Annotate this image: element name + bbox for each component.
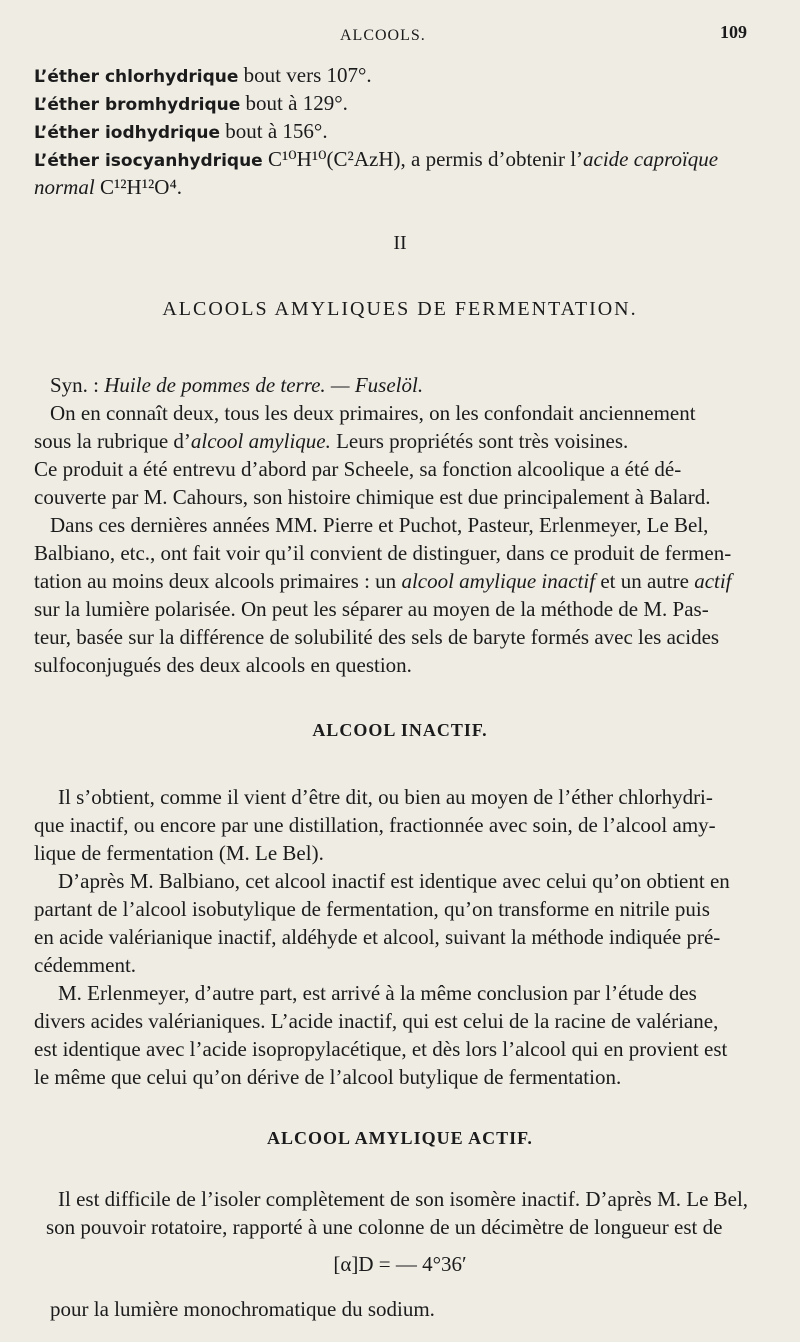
inactif-line-7: cédemment. [34, 953, 137, 977]
heading-alcool-amylique-actif: ALCOOL AMYLIQUE ACTIF. [267, 1128, 533, 1148]
intro-line-6: Balbiano, etc., ont fait voir qu’il convient de distinguer, dans ce produit de fermen- [34, 541, 732, 565]
inactif-line-8: M. Erlenmeyer, d’autre part, est arrivé à la même conclusion par l’étude des [58, 981, 697, 1005]
ether-line-2: L’éther bromhydrique bout à 129°. [34, 91, 348, 115]
intro-line-7: tation au moins deux alcools primaires : un alcool amylique inactif et un autre actif [34, 569, 732, 593]
intro-line-5: Dans ces dernières années MM. Pierre et Puchot, Pasteur, Erlenmeyer, Le Bel, [50, 513, 709, 537]
final-line: pour la lumière monochromatique du sodium. [50, 1297, 435, 1321]
running-title: ALCOOLS. [340, 27, 426, 44]
inactif-line-11: le même que celui qu’on dérive de l’alcool butylique de fermentation. [34, 1065, 622, 1089]
ether-line-4: L’éther isocyanhydrique C¹⁰H¹⁰(C²AzH), a permis d’obtenir l’acide caproïque [34, 147, 719, 171]
inactif-line-2: que inactif, ou encore par une distillation, fractionnée avec soin, de l’alcool amy- [34, 813, 716, 837]
inactif-line-10: est identique avec l’acide isopropylacétique, et dès lors l’alcool qui en provient est [34, 1037, 728, 1061]
heading-alcool-inactif: ALCOOL INACTIF. [312, 720, 488, 740]
actif-line-2: son pouvoir rotatoire, rapporté à une colonne de un décimètre de longueur est de [46, 1215, 723, 1239]
ether-line-1: L’éther chlorhydrique bout vers 107°. [34, 63, 372, 87]
ether-line-5: normal C¹²H¹²O⁴. [34, 175, 183, 199]
page-number: 109 [720, 22, 747, 42]
intro-line-8: sur la lumière polarisée. On peut les séparer au moyen de la méthode de M. Pas- [34, 597, 709, 621]
intro-line-10: sulfoconjugués des deux alcools en question. [34, 653, 412, 677]
synonym-line: Syn. : Huile de pommes de terre. — Fuselöl. [50, 373, 424, 397]
ether-line-3: L’éther iodhydrique bout à 156°. [34, 119, 328, 143]
intro-line-2: sous la rubrique d’alcool amylique. Leurs propriétés sont très voisines. [34, 429, 629, 453]
inactif-line-6: en acide valérianique inactif, aldéhyde et alcool, suivant la méthode indiquée pré- [34, 925, 721, 949]
intro-line-3: Ce produit a été entrevu d’abord par Scheele, sa fonction alcoolique a été dé- [34, 457, 682, 481]
intro-line-9: teur, basée sur la différence de solubilité des sels de baryte formés avec les acides [34, 625, 720, 649]
section-title: ALCOOLS AMYLIQUES DE FERMENTATION. [162, 298, 638, 320]
actif-line-1: Il est difficile de l’isoler complètement de son isomère inactif. D’après M. Le Bel, [58, 1187, 749, 1211]
intro-line-4: couverte par M. Cahours, son histoire chimique est due principalement à Balard. [34, 485, 711, 509]
inactif-line-9: divers acides valérianiques. L’acide inactif, qui est celui de la racine de valériane, [34, 1009, 719, 1033]
rotation-formula: [α]D = — 4°36′ [333, 1252, 467, 1276]
inactif-line-4: D’après M. Balbiano, cet alcool inactif est identique avec celui qu’on obtient en [58, 869, 730, 893]
inactif-line-1: Il s’obtient, comme il vient d’être dit, ou bien au moyen de l’éther chlorhydri- [58, 785, 713, 809]
inactif-line-3: lique de fermentation (M. Le Bel). [34, 841, 324, 865]
intro-line-1: On en connaît deux, tous les deux primaires, on les confondait anciennement [50, 401, 696, 425]
section-number: II [393, 232, 407, 254]
inactif-line-5: partant de l’alcool isobutylique de fermentation, qu’on transforme en nitrile puis [34, 897, 710, 921]
